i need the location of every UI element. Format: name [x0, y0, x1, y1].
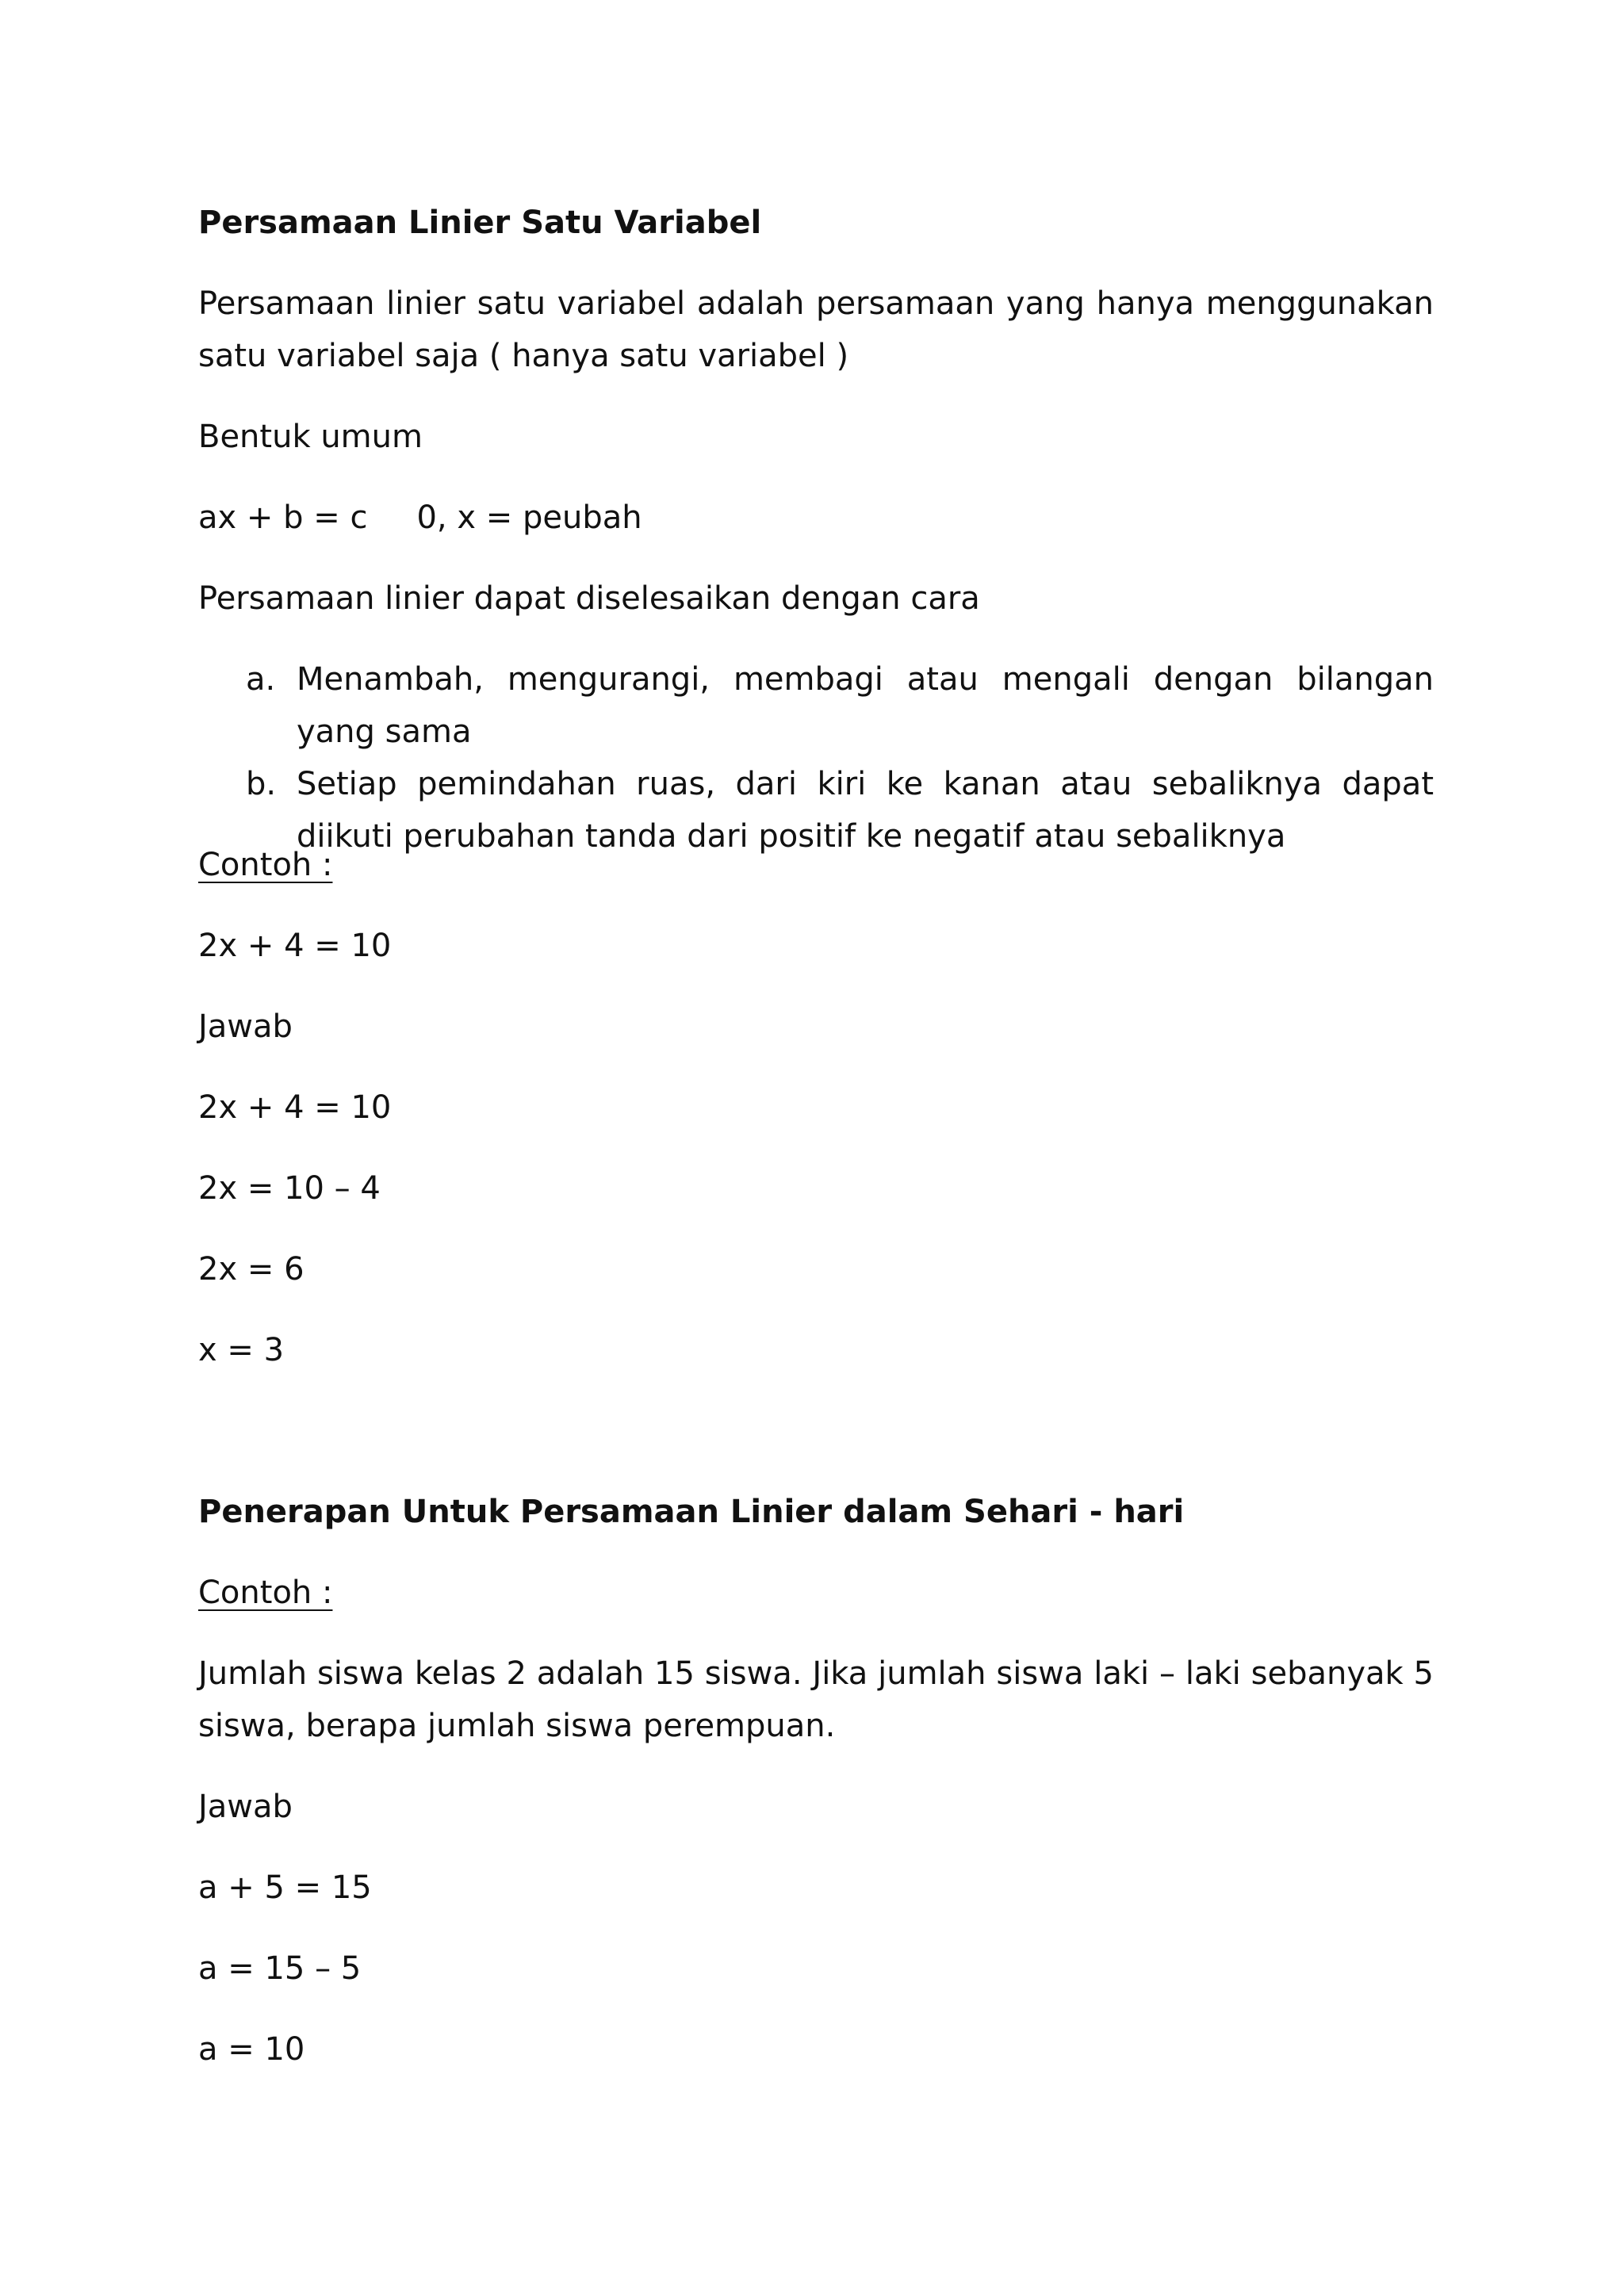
general-form-label: Bentuk umum: [198, 419, 423, 455]
list-item: [198, 653, 1434, 758]
list-item-text: Menambah, mengurangi, membagi atau mengali dengan bilangan yang sama: [297, 661, 1434, 750]
list-marker: b.: [246, 766, 277, 802]
general-form-left: ax + b = c: [198, 499, 368, 536]
solution-step: a = 15 – 5: [198, 1950, 362, 1987]
list-marker: a.: [246, 661, 276, 698]
definition-paragraph: Persamaan linier satu variabel adalah persamaan yang hanya menggunakan satu variabel saja ( hanya satu variabel ): [198, 285, 1434, 374]
word-problem: Jumlah siswa kelas 2 adalah 15 siswa. Jika jumlah siswa laki – laki sebanyak 5 siswa, berapa jumlah siswa perempuan.: [198, 1655, 1434, 1744]
list-item-text: Setiap pemindahan ruas, dari kiri ke kanan atau sebaliknya dapat diikuti perubahan tanda dari positif ke negatif atau sebaliknya: [297, 766, 1434, 855]
solution-step: a + 5 = 15: [198, 1869, 372, 1906]
solution-step: 2x + 4 = 10: [198, 1089, 392, 1126]
general-form-right: 0, x = peubah: [416, 499, 642, 536]
solution-step: x = 3: [198, 1332, 285, 1368]
section-title: Persamaan Linier Satu Variabel: [198, 205, 762, 241]
list-item: [198, 758, 1434, 863]
method-list: [198, 653, 1434, 863]
answer-label: Jawab: [198, 1789, 293, 1825]
example-label: Contoh :: [198, 1575, 333, 1611]
example-problem: 2x + 4 = 10: [198, 928, 392, 964]
section-title: Penerapan Untuk Persamaan Linier dalam Sehari - hari: [198, 1494, 1185, 1530]
example-label: Contoh :: [198, 847, 333, 883]
answer-label: Jawab: [198, 1008, 293, 1045]
solution-step: a = 10: [198, 2031, 305, 2068]
solution-step: 2x = 6: [198, 1251, 304, 1288]
solution-step: 2x = 10 – 4: [198, 1170, 381, 1207]
general-form-equation: [198, 492, 642, 544]
method-intro: Persamaan linier dapat diselesaikan dengan cara: [198, 580, 980, 617]
